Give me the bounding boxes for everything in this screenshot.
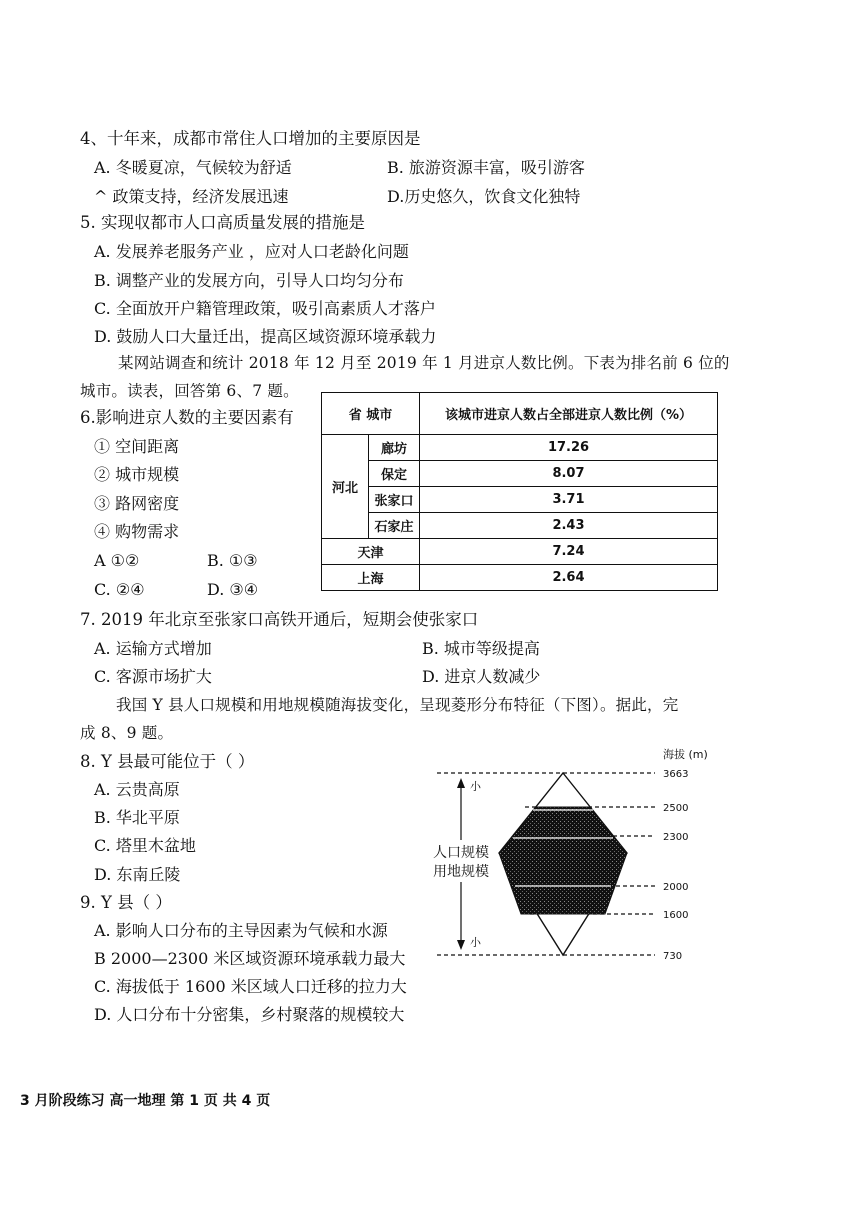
city-shanghai: 上海	[322, 565, 420, 591]
table-row	[322, 565, 718, 591]
city-tianjin: 天津	[322, 539, 420, 565]
table-row	[322, 435, 718, 461]
q7-option-b: B. 城市等级提高	[422, 639, 540, 658]
q6-option-d: D. ③④	[207, 580, 259, 599]
q6-stem: 6.影响进京人数的主要因素有	[80, 408, 294, 427]
city-cell: 保定	[369, 461, 420, 487]
q5-stem: 5. 实现収都市人口高质量发展的措施是	[80, 213, 365, 232]
q4-option-d: D.历史悠久，饮食文化独特	[387, 187, 581, 206]
q9-stem: 9. Y 县（ ）	[80, 893, 172, 912]
city-cell: 廊坊	[369, 435, 420, 461]
q7-option-c: C. 客源市场扩大	[94, 667, 212, 686]
header-ratio: 该城市进京人数占全部进京人数比例（%）	[420, 393, 718, 435]
q8-option-d: D. 东南丘陵	[94, 865, 181, 884]
q7-option-a: A. 运输方式增加	[94, 639, 212, 658]
table-row	[322, 513, 718, 539]
passage2-line1: 我国 Y 县人口规模和用地规模随海拔变化，呈现菱形分布特征（下图）。据此，完	[116, 696, 679, 714]
q6-item-4: ④ 购物需求	[94, 522, 180, 541]
q5-option-c: C. 全面放开户籍管理政策，吸引高素质人才落户	[94, 299, 436, 318]
passage2-line2: 成 8、9 题。	[80, 724, 174, 742]
q9-option-b: B 2000—2300 米区域资源环境承载力最大	[94, 949, 406, 968]
passage1-line2: 城市。读表，回答第 6、7 题。	[80, 382, 299, 400]
ratio-cell: 2.43	[420, 513, 718, 539]
table-header-row	[322, 393, 718, 435]
page-footer: 3 月阶段练习 高一地理 第 1 页 共 4 页	[20, 1093, 271, 1109]
q8-stem: 8. Y 县最可能位于（ ）	[80, 752, 255, 771]
city-cell: 张家口	[369, 487, 420, 513]
q9-option-a: A. 影响人口分布的主导因素为气候和水源	[94, 921, 388, 940]
q6-item-2: ② 城市规模	[94, 465, 180, 484]
q8-option-a: A. 云贵高原	[94, 780, 180, 799]
passage1-line1: 某网站调查和统计 2018 年 12 月至 2019 年 1 月进京人数比例。下表为排名前 6 位的	[118, 354, 730, 372]
arrow-up-icon	[457, 778, 465, 788]
table-row	[322, 461, 718, 487]
table-row	[322, 539, 718, 565]
q6-option-a: A ①②	[94, 551, 140, 570]
label-population-scale: 人口规模	[433, 845, 489, 861]
arrow-down-icon	[457, 940, 465, 950]
q5-option-d: D. 鼓励人口大量迁出，提高区域资源环境承载力	[94, 327, 437, 346]
q6-option-b: B. ①③	[207, 551, 258, 570]
elevation-diamond-diagram	[415, 740, 725, 970]
elevation-label: 2000	[663, 882, 689, 893]
q4-option-b: B. 旅游资源丰富，吸引游客	[387, 158, 585, 177]
label-land-scale: 用地规模	[433, 864, 489, 880]
q9-option-c: C. 海拔低于 1600 米区域人口迁移的拉力大	[94, 977, 407, 996]
q7-stem: 7. 2019 年北京至张家口高铁开通后，短期会使张家口	[80, 610, 479, 629]
q5-option-b: B. 调整产业的发展方向，引导人口均匀分布	[94, 271, 404, 290]
q4-option-a: A. 冬暖夏凉，气候较为舒适	[94, 158, 292, 177]
q6-item-3: ③ 路网密度	[94, 494, 180, 513]
table-row	[322, 487, 718, 513]
ratio-cell: 7.24	[420, 539, 718, 565]
ratio-cell: 3.71	[420, 487, 718, 513]
ratio-cell: 2.64	[420, 565, 718, 591]
q8-option-c: C. 塔里木盆地	[94, 836, 196, 855]
elevation-label: 730	[663, 951, 683, 962]
province-hebei: 河北	[322, 435, 369, 539]
q8-option-b: B. 华北平原	[94, 808, 180, 827]
q6-item-1: ① 空间距离	[94, 437, 180, 456]
elevation-label: 1600	[663, 910, 689, 921]
elevation-label: 3663	[663, 769, 689, 780]
q6-option-c: C. ②④	[94, 580, 145, 599]
ratio-cell: 8.07	[420, 461, 718, 487]
small-label-top: 小	[470, 780, 481, 793]
header-province-city: 省 城市	[322, 393, 420, 435]
axis-label: 海拔 (m)	[663, 748, 708, 761]
city-ratio-table	[321, 392, 718, 591]
q9-option-d: D. 人口分布十分密集，乡村聚落的规模较大	[94, 1005, 405, 1024]
q7-option-d: D. 进京人数减少	[422, 667, 541, 686]
elevation-label: 2300	[663, 832, 689, 843]
q4-option-c: ^ 政策支持，经济发展迅速	[94, 187, 289, 206]
q4-stem: 4、十年来，成都市常住人口增加的主要原因是	[80, 129, 421, 148]
q5-option-a: A. 发展养老服务产业 ，应对人口老龄化问题	[94, 242, 409, 261]
elevation-label: 2500	[663, 803, 689, 814]
diamond-core	[499, 807, 627, 914]
city-cell: 石家庄	[369, 513, 420, 539]
ratio-cell: 17.26	[420, 435, 718, 461]
small-label-bottom: 小	[470, 936, 481, 949]
